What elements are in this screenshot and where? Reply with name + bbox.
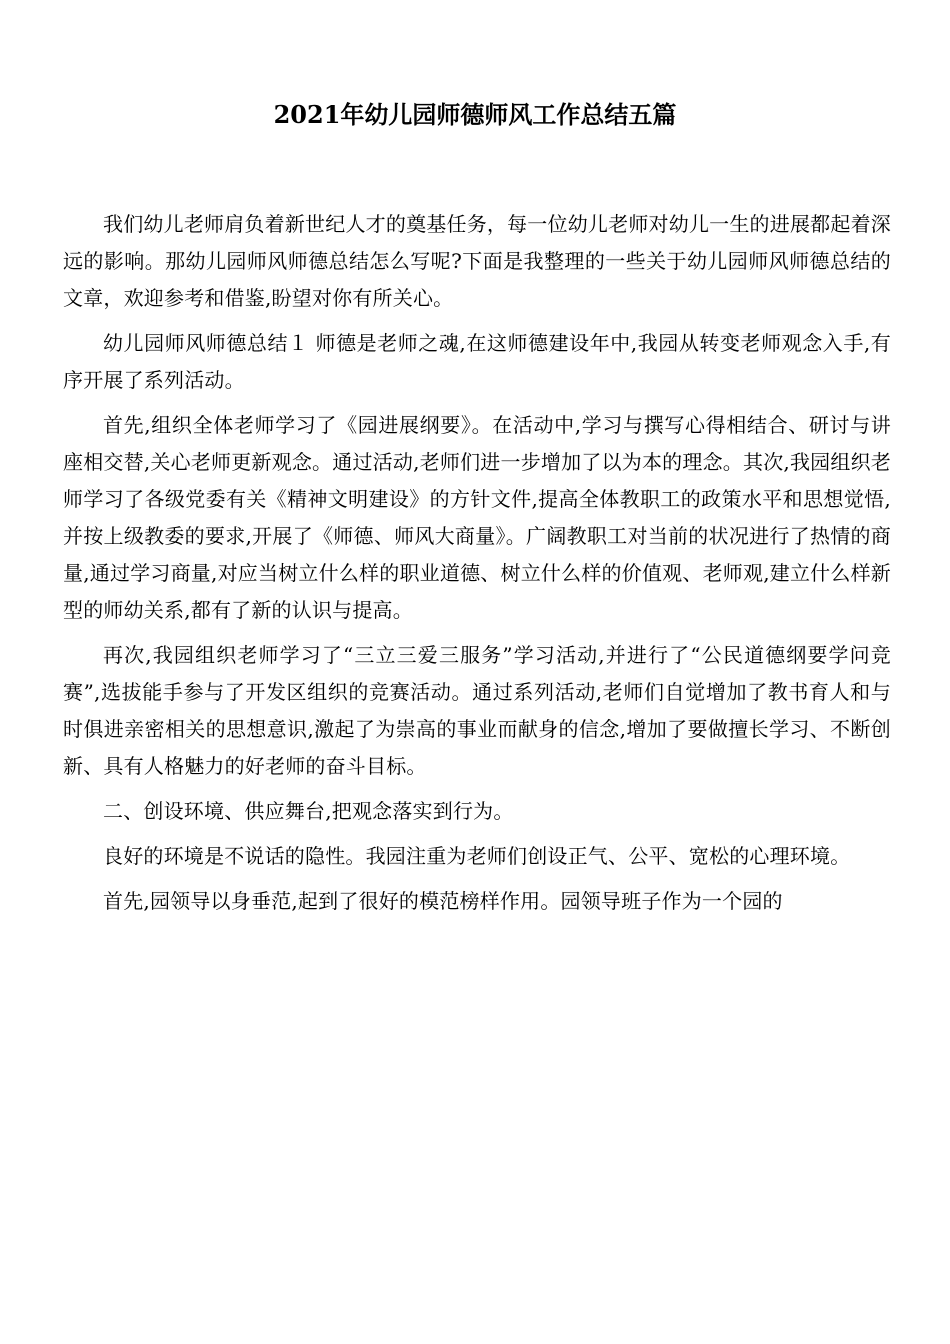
document-title: 2021年幼儿园师德师风工作总结五篇 xyxy=(273,100,677,129)
document-body xyxy=(63,206,891,928)
paragraph-first: 首先,组织全体老师学习了《园进展纲要》。在活动中,学习与撰写心得相结合、研讨与讲座相交替,关心老师更新观念。通过活动,老师们进一步增加了以为本的理念。其次,我园组织老师学习了各级党委有关《精神文明建设》的方针文件,提高全体教职工的政策水平和思想觉悟,并按上级教委的要求,开展了《师德、师风大商量》。广阔教职工对当前的状况进行了热情的商量,通过学习商量,对应当树立什么样的职业道德、树立什么样的价值观、老师观,建立什么样新型的师幼关系,都有了新的认识与提高。 xyxy=(63,413,891,622)
paragraph-summary-1: 幼儿园师风师德总结１ 师德是老师之魂,在这师德建设年中,我园从转变老师观念入手,有序开展了系列活动。 xyxy=(63,331,891,392)
paragraph-intro: 我们幼儿老师肩负着新世纪人才的奠基任务，每一位幼儿老师对幼儿一生的进展都起着深远的影响。那幼儿园师风师德总结怎么写呢?下面是我整理的一些关于幼儿园师风师德总结的文章，欢迎参考和借鉴,盼望对你有所关心。 xyxy=(63,212,892,310)
paragraph-leadership: 首先,园领导以身垂范,起到了很好的模范榜样作用。园领导班子作为一个园的 xyxy=(103,889,783,913)
paragraph-section-two: 二、创设环境、供应舞台,把观念落实到行为。 xyxy=(103,799,514,823)
paragraph-environment: 良好的环境是不说话的隐性。我园注重为老师们创设正气、公平、宽松的心理环境。 xyxy=(103,844,851,868)
paragraph-again: 再次,我园组织老师学习了“三立三爱三服务”学习活动,并进行了“公民道德纲要学问竞赛”,选拔能手参与了开发区组织的竞赛活动。通过系列活动,老师们自觉增加了教书育人和与时俱进亲密相关的思想意识,激起了为崇高的事业而献身的信念,增加了要做擅长学习、不断创新、具有人格魅力的好老师的奋斗目标。 xyxy=(63,643,891,778)
